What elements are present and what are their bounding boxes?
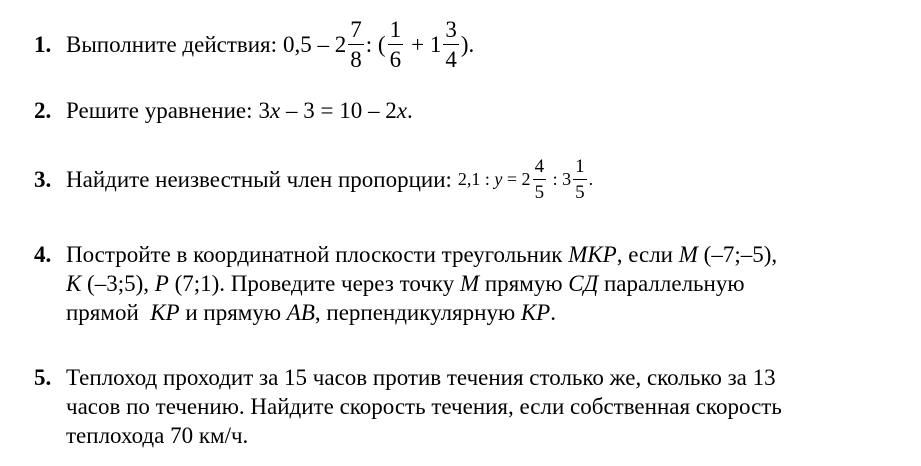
text-segment: , если xyxy=(616,242,679,267)
fraction xyxy=(388,18,404,71)
fraction xyxy=(443,18,459,71)
numerator: 3 xyxy=(443,18,459,45)
fraction xyxy=(573,157,587,202)
expr-part: . xyxy=(588,169,594,189)
task-number: 4. xyxy=(34,242,52,267)
italic-label: К xyxy=(66,271,82,296)
numerator: 7 xyxy=(348,18,364,45)
denominator: 6 xyxy=(389,47,402,72)
line-text: теплохода 70 км/ч. xyxy=(66,423,249,448)
text-segment: , перпендикулярную xyxy=(314,300,521,325)
italic-label: СД xyxy=(568,271,599,296)
task-text: Решите уравнение: xyxy=(66,98,253,123)
text-segment: (–3;5), xyxy=(81,271,155,296)
equation-part: . xyxy=(406,98,413,123)
italic-label: Р xyxy=(154,271,169,296)
italic-label: АВ xyxy=(286,300,315,325)
task-3 xyxy=(34,157,893,202)
task-line xyxy=(34,363,893,392)
task-line xyxy=(34,298,893,327)
line-content xyxy=(66,300,556,325)
proportion xyxy=(458,157,593,202)
text-segment: прямой xyxy=(66,300,151,325)
numerator: 1 xyxy=(573,157,587,180)
text-segment: параллельную xyxy=(598,271,745,296)
line-content xyxy=(66,242,777,267)
text-segment: и прямую xyxy=(179,300,287,325)
numerator: 1 xyxy=(388,18,404,45)
denominator: 4 xyxy=(445,47,457,72)
task-line xyxy=(34,421,893,450)
text-segment: (–7;–5), xyxy=(697,242,778,267)
denominator: 8 xyxy=(350,47,362,72)
text-segment: (7;1). Проведите через точку xyxy=(168,271,460,296)
italic-label: КР xyxy=(150,300,180,325)
italic-label: М xyxy=(678,242,698,267)
task-number: 2. xyxy=(34,98,52,123)
fraction xyxy=(348,18,364,71)
denominator: 5 xyxy=(575,182,585,203)
equation-part: – 3 = 10 – 2 xyxy=(280,98,397,123)
task-2 xyxy=(34,96,893,125)
italic-label: МКР xyxy=(568,242,617,267)
italic-label: КР xyxy=(520,300,551,325)
expr-part: 2,1 : xyxy=(457,169,495,189)
task-line xyxy=(34,269,893,298)
task-line xyxy=(34,240,893,269)
numerator: 4 xyxy=(533,157,547,180)
task-number: 1. xyxy=(34,32,52,57)
expr-part: + 1 xyxy=(411,32,442,57)
task-text: Найдите неизвестный член пропорции: xyxy=(66,167,452,192)
expr-part: : 3 xyxy=(548,169,572,189)
expr-part: : ( xyxy=(365,32,386,57)
fraction xyxy=(533,157,547,202)
denominator: 5 xyxy=(534,182,545,203)
text-segment: прямую xyxy=(479,271,569,296)
text-segment: . xyxy=(550,300,556,325)
expr-part: ). xyxy=(460,32,475,57)
variable: x xyxy=(396,98,407,123)
italic-label: М xyxy=(459,271,480,296)
task-5 xyxy=(34,363,893,450)
line-text: Теплоход проходит за 15 часов против течения столько же, сколько за 13 xyxy=(66,365,776,390)
task-number: 5. xyxy=(34,365,52,390)
task-4 xyxy=(34,240,893,327)
task-number: 3. xyxy=(34,167,52,192)
variable: x xyxy=(270,98,281,123)
variable: y xyxy=(494,169,503,189)
task-text: Выполните действия: xyxy=(66,32,278,57)
task-1 xyxy=(34,18,893,71)
task-line xyxy=(34,392,893,421)
line-text: часов по течению. Найдите скорость течения, если собственная скорость xyxy=(66,394,782,419)
line-content xyxy=(66,271,745,296)
expr-part: 0,5 – 2 xyxy=(283,32,347,57)
expr-part: = 2 xyxy=(502,169,531,189)
equation-part: 3 xyxy=(258,98,271,123)
text-segment: Постройте в координатной плоскости треугольник xyxy=(66,242,569,267)
